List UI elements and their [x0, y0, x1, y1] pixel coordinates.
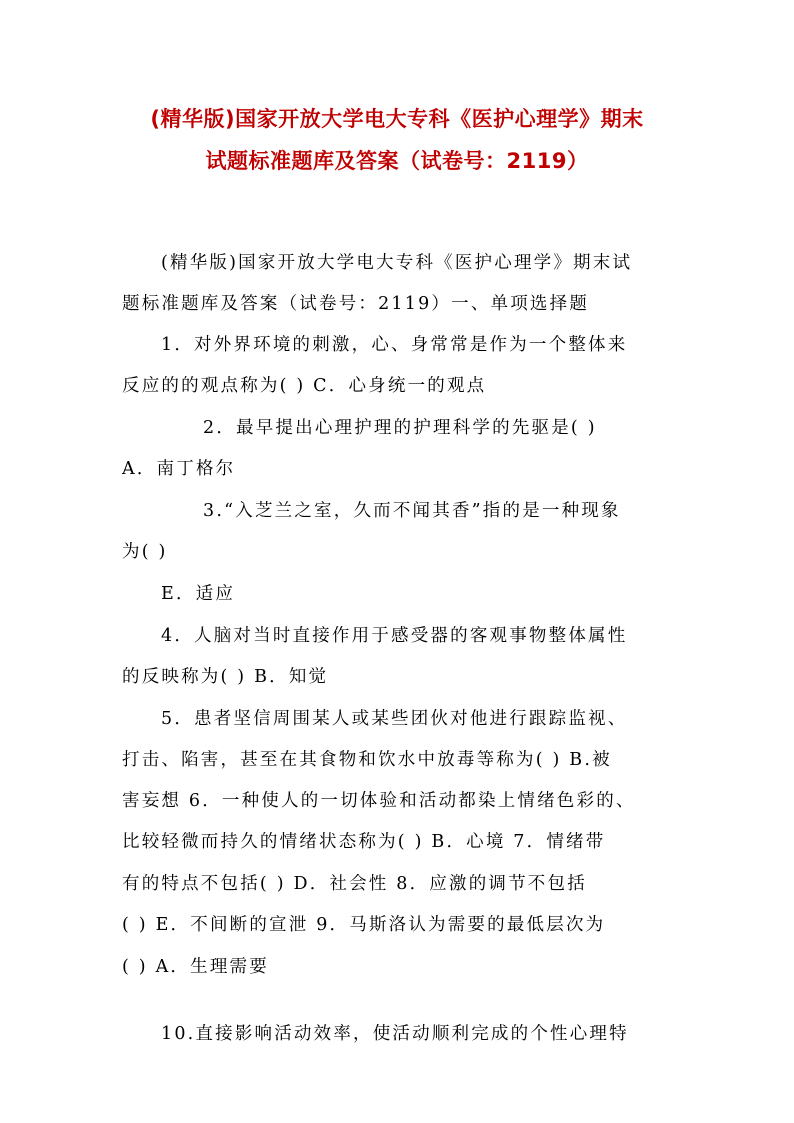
body-line: 题标准题库及答案（试卷号：2119）一、单项选择题 — [122, 294, 590, 314]
question-1: 1．对外界环境的刺激，心、身常常是作为一个整体来 — [161, 335, 628, 355]
question-3: 3.“入芝兰之室，久而不闻其香”指的是一种现象 — [203, 501, 621, 521]
question-5: 5．患者坚信周围某人或某些团伙对他进行跟踪监视、 — [161, 709, 628, 729]
body-line: 害妄想 6．一种使人的一切体验和活动都染上情绪色彩的、 — [122, 791, 636, 811]
body-line: ( ) E．不间断的宣泄 9．马斯洛认为需要的最低层次为 — [122, 915, 606, 935]
question-4: 4．人脑对当时直接作用于感受器的客观事物整体属性 — [161, 626, 628, 646]
body-line: 比较轻微而持久的情绪状态称为( ) B．心境 7．情绪带 — [122, 832, 606, 852]
body-line: (精华版)国家开放大学电大专科《医护心理学》期末试 — [161, 253, 633, 273]
document-title-line-2: 试题标准题库及答案（试卷号：2119） — [205, 149, 589, 173]
question-2: 2．最早提出心理护理的护理科学的先驱是( ) — [203, 418, 597, 438]
body-line: 为( ) — [122, 542, 168, 562]
body-line: 打击、陷害，甚至在其食物和饮水中放毒等称为( ) B.被 — [122, 750, 612, 770]
answer-line: E．适应 — [161, 584, 236, 604]
body-line: 有的特点不包括( ) D．社会性 8．应激的调节不包括 — [122, 874, 587, 894]
body-line: ( ) A．生理需要 — [122, 957, 269, 977]
question-10: 10.直接影响活动效率，使活动顺利完成的个性心理特 — [161, 1024, 629, 1044]
answer-line: A．南丁格尔 — [122, 459, 236, 479]
body-line: 的反映称为( ) B．知觉 — [122, 667, 329, 687]
body-line: 反应的的观点称为( ) C．心身统一的观点 — [122, 376, 487, 396]
document-title-line-1: (精华版)国家开放大学电大专科《医护心理学》期末 — [150, 107, 644, 131]
